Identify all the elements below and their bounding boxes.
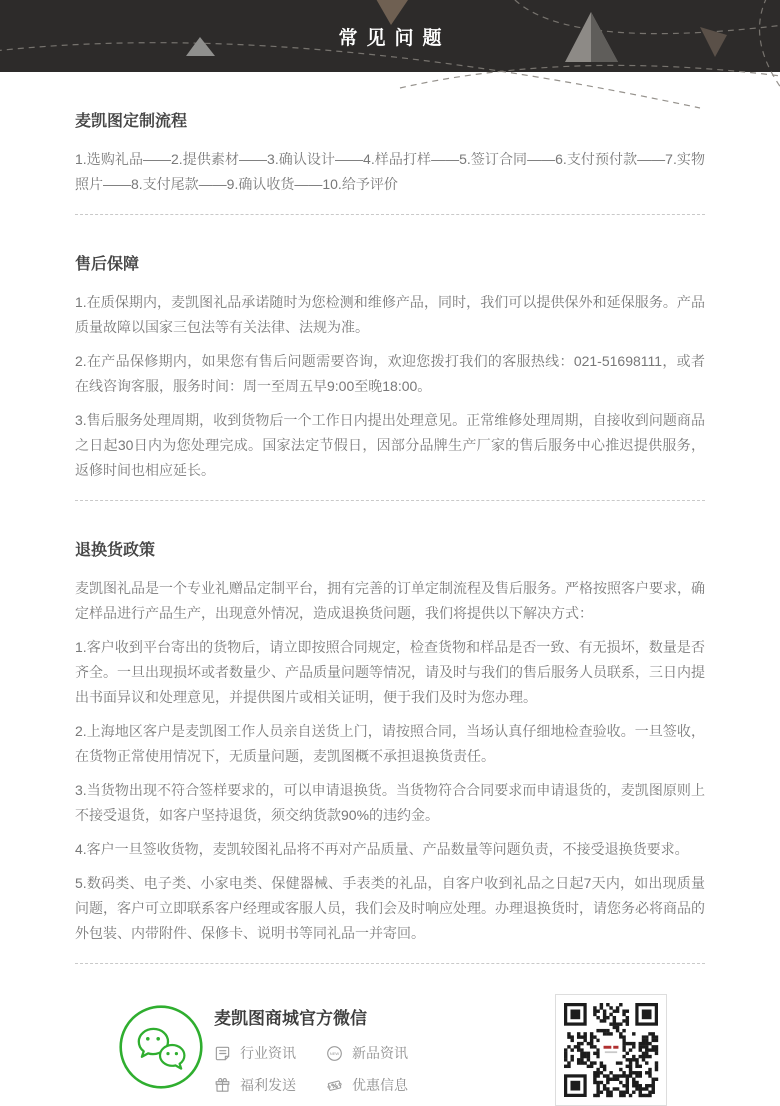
qr-code-image: [564, 1003, 658, 1097]
paragraph: 2.在产品保修期内，如果您有售后问题需要咨询，欢迎您拨打我们的客服热线：021-51698111，或者在线咨询客服，服务时间：周一至周五早9:00至晚18:00。: [75, 353, 705, 394]
paragraph: 1.在质保期内，麦凯图礼品承诺随时为您检测和维修产品，同时，我们可以提供保外和延保服务。产品质量故障以国家三包法等有关法律、法规为准。: [75, 294, 705, 335]
footer-item-label: 优惠信息: [352, 1077, 408, 1093]
gift-icon: [214, 1077, 231, 1094]
wechat-feature-list: [214, 1043, 466, 1095]
footer-item-label: 行业资讯: [240, 1045, 296, 1061]
paragraph: 4.客户一旦签收货物，麦凯较图礼品将不再对产品质量、产品数量等问题负责，不接受退换货要求。: [75, 841, 689, 857]
news-doc-icon: [214, 1045, 231, 1062]
section-aftersales-title: 售后保障: [75, 256, 140, 273]
section-returns-title: 退换货政策: [75, 542, 156, 559]
footer-item-label: 福利发送: [240, 1077, 296, 1093]
footer-item-industry-news: [214, 1043, 326, 1063]
coupon-icon: [326, 1077, 343, 1094]
page-banner: [0, 0, 780, 72]
footer-item-label: 新品资讯: [352, 1045, 408, 1061]
paragraph: 3.当货物出现不符合签样要求的，可以申请退换货。当货物符合合同要求而申请退货的，麦凯图原则上不接受退货，如客户坚持退货，须交纳货款90%的违约金。: [75, 782, 705, 823]
footer-item-new-products: [326, 1043, 466, 1063]
wechat-icon: [118, 1004, 204, 1090]
paragraph: 1.客户收到平台寄出的货物后，请立即按照合同规定，检查货物和样品是否一致、有无损坏，数量是否齐全。一旦出现损坏或者数量少、产品质量问题等情况，请及时与我们的售后服务人员联系，三日内提出书面异议和处理意见，并提供图片或相关证明，便于我们及时为您办理。: [75, 639, 705, 705]
new-badge-icon: [326, 1045, 343, 1062]
wechat-info: [214, 998, 466, 1095]
section-process-title: 麦凯图定制流程: [75, 113, 188, 130]
paragraph: 3.售后服务处理周期，收到货物后一个工作日内提出处理意见。正常维修处理周期，自接收到问题商品之日起30日内为您处理完成。国家法定节假日，因部分品牌生产厂家的售后服务中心推迟提供服务，返修时间也相应延长。: [75, 412, 705, 478]
wechat-footer: [75, 972, 705, 1106]
paragraph: 5.数码类、电子类、小家电类、保健器械、手表类的礼品，自客户收到礼品之日起7天内，如出现质量问题，客户可立即联系客户经理或客服人员，我们会及时响应处理。办理退换货时，请您务必将商品的外包装、内带附件、保修卡、说明书等同礼品一并寄回。: [75, 875, 705, 941]
wechat-qr-code: [555, 994, 667, 1106]
wechat-account-title: 麦凯图商城官方微信: [214, 1009, 367, 1028]
footer-item-benefits: [214, 1075, 326, 1095]
section-aftersales: [75, 251, 705, 483]
dashed-divider: [75, 214, 705, 215]
process-steps-text: 1.选购礼品——2.提供素材——3.确认设计——4.样品打样——5.签订合同——6.支付预付款——7.实物照片——8.支付尾款——9.确认收货——10.给予评价: [75, 151, 705, 192]
paragraph: 2.上海地区客户是麦凯图工作人员亲自送货上门，请按照合同，当场认真仔细地检查验收。一旦签收，在货物正常使用情况下，无质量问题，麦凯图概不承担退换货责任。: [75, 723, 705, 764]
footer-item-discounts: [326, 1075, 466, 1095]
dashed-divider: [75, 500, 705, 501]
section-process: [75, 108, 705, 197]
content-area: [0, 108, 780, 1106]
page-title: 常见问题: [338, 27, 451, 49]
dashed-divider: [75, 963, 705, 964]
paragraph: 麦凯图礼品是一个专业礼赠品定制平台，拥有完善的订单定制流程及售后服务。严格按照客户要求，确定样品进行产品生产，出现意外情况，造成退换货问题，我们将提供以下解决方式：: [75, 580, 705, 621]
svg-text:NEW: NEW: [329, 1050, 340, 1056]
section-returns: [75, 537, 705, 946]
